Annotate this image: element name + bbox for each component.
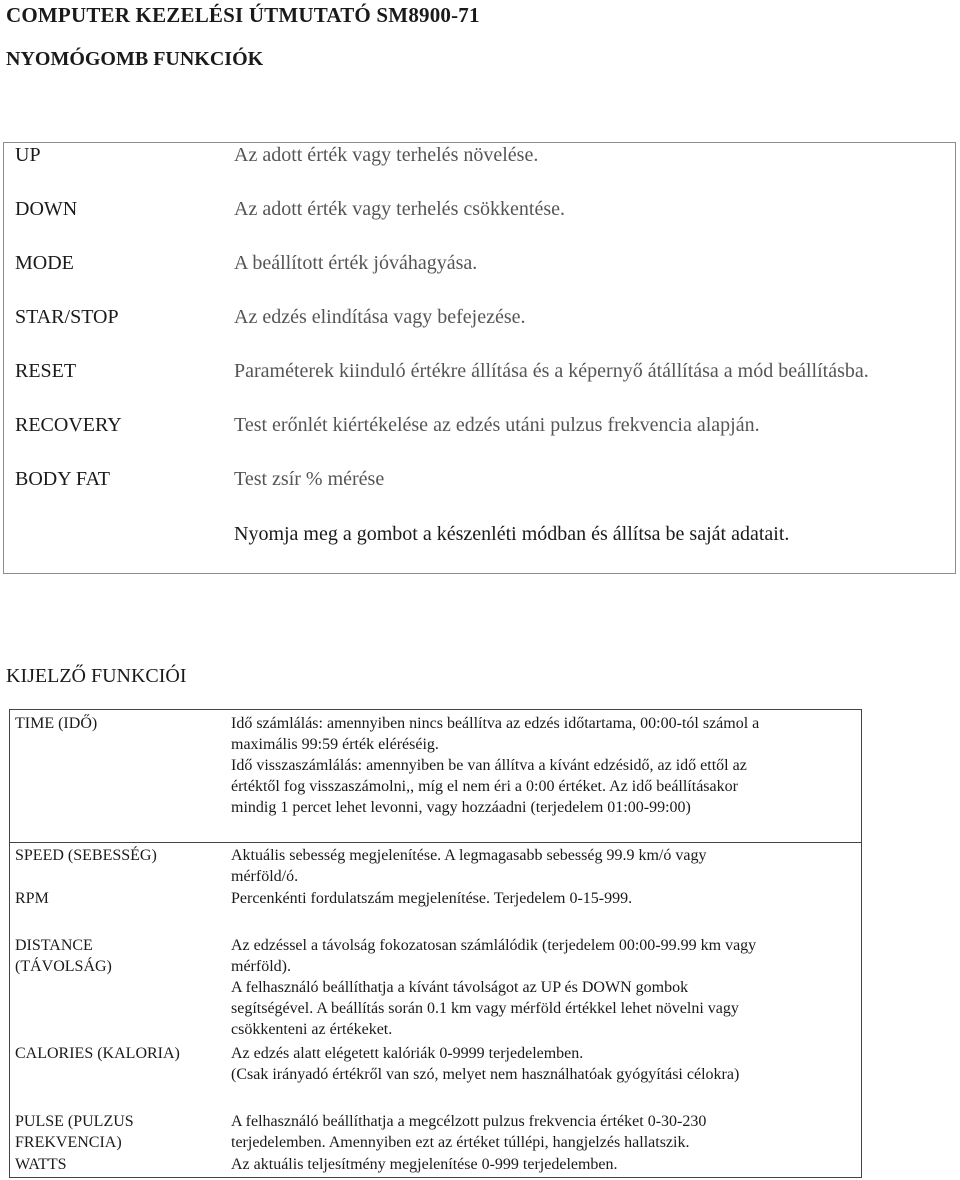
display-desc bbox=[231, 888, 856, 909]
button-key: UP bbox=[15, 144, 41, 166]
button-functions-table bbox=[3, 142, 956, 574]
display-desc-line: (Csak irányadó értékről van szó, melyet nem használhatóak gyógyítási célokra) bbox=[231, 1066, 740, 1083]
display-desc bbox=[231, 845, 856, 887]
display-desc-line: A felhasználó beállíthatja a kívánt távolságot az UP és DOWN gombok bbox=[231, 979, 689, 996]
display-desc bbox=[231, 1043, 856, 1085]
display-key-line: FREKVENCIA) bbox=[15, 1134, 122, 1151]
display-key-line: DISTANCE bbox=[15, 937, 93, 954]
display-desc bbox=[231, 1111, 856, 1153]
button-desc: Paraméterek kiinduló értékre állítása és a képernyő átállítása a mód beállításba. bbox=[234, 360, 869, 382]
button-desc: Az adott érték vagy terhelés növelése. bbox=[234, 144, 539, 166]
button-key: DOWN bbox=[15, 198, 78, 220]
display-key-line: RPM bbox=[15, 890, 49, 907]
display-key bbox=[15, 845, 157, 866]
display-key bbox=[15, 1043, 180, 1064]
display-desc-line: Idő számlálás: amennyiben nincs beállítva az edzés időtartama, 00:00-tól számol a bbox=[231, 715, 760, 732]
display-desc-line: terjedelemben. Amennyiben ezt az értéket túllépi, hangjelzés hallatszik. bbox=[231, 1134, 690, 1151]
display-desc bbox=[231, 935, 856, 1040]
button-key: BODY FAT bbox=[15, 468, 111, 490]
display-desc-line: segítségével. A beállítás során 0.1 km vagy mérföld értékkel lehet növelni vagy bbox=[231, 1000, 739, 1017]
button-desc: Az edzés elindítása vagy befejezése. bbox=[234, 306, 526, 328]
button-key: RECOVERY bbox=[15, 414, 122, 436]
display-desc-line: Idő visszaszámlálás: amennyiben be van állítva a kívánt edzésidő, az idő ettől az bbox=[231, 757, 747, 774]
display-key bbox=[15, 1111, 134, 1153]
display-desc-line: mérföld/ó. bbox=[231, 868, 299, 885]
button-desc: Test erőnlét kiértékelése az edzés utáni pulzus frekvencia alapján. bbox=[234, 414, 760, 436]
display-desc-line: mindig 1 percet lehet levonni, vagy hozzáadni (terjedelem 01:00-99:00) bbox=[231, 799, 691, 816]
display-desc-line: Az edzés alatt elégetett kalóriák 0-9999 terjedelemben. bbox=[231, 1045, 584, 1062]
display-desc-line: A felhasználó beállíthatja a megcélzott pulzus frekvencia értéket 0-30-230 bbox=[231, 1113, 707, 1130]
display-heading: KIJELZŐ FUNKCIÓI bbox=[6, 665, 187, 687]
display-desc-line: maximális 99:59 érték eléréséig. bbox=[231, 736, 439, 753]
display-key-line: PULSE (PULZUS bbox=[15, 1113, 134, 1130]
button-desc: A beállított érték jóváhagyása. bbox=[234, 252, 478, 274]
display-key-line: CALORIES (KALORIA) bbox=[15, 1045, 180, 1062]
button-desc: Az adott érték vagy terhelés csökkentése. bbox=[234, 198, 565, 220]
display-desc-line: Az edzéssel a távolság fokozatosan számlálódik (terjedelem 00:00-99.99 km vagy bbox=[231, 937, 757, 954]
button-key: MODE bbox=[15, 252, 74, 274]
button-desc: Test zsír % mérése bbox=[234, 468, 385, 490]
display-desc-line: Aktuális sebesség megjelenítése. A legmagasabb sebesség 99.9 km/ó vagy bbox=[231, 847, 707, 864]
display-desc bbox=[231, 1154, 856, 1175]
display-key bbox=[15, 888, 49, 909]
display-key-line: WATTS bbox=[15, 1156, 67, 1173]
display-key bbox=[15, 713, 97, 734]
display-desc-line: értéktől fog visszaszámolni,, míg el nem éri a 0:00 értéket. Az idő beállításakor bbox=[231, 778, 738, 795]
buttons-heading: NYOMÓGOMB FUNKCIÓK bbox=[6, 48, 264, 70]
display-desc-line: mérföld). bbox=[231, 958, 291, 975]
button-key: RESET bbox=[15, 360, 77, 382]
display-desc bbox=[231, 713, 856, 818]
display-key-line: TIME (IDŐ) bbox=[15, 715, 98, 732]
display-desc-line: Percenkénti fordulatszám megjelenítése. Terjedelem 0-15-999. bbox=[231, 890, 633, 907]
document-title: COMPUTER KEZELÉSI ÚTMUTATÓ SM8900-71 bbox=[6, 3, 480, 27]
display-desc-line: csökkenteni az értékeket. bbox=[231, 1021, 393, 1038]
button-key: STAR/STOP bbox=[15, 306, 119, 328]
display-key-line: (TÁVOLSÁG) bbox=[15, 958, 112, 975]
button-note: Nyomja meg a gombot a készenléti módban és állítsa be saját adatait. bbox=[234, 523, 790, 545]
display-key-line: SPEED (SEBESSÉG) bbox=[15, 847, 157, 864]
display-key bbox=[15, 935, 112, 977]
display-key bbox=[15, 1154, 67, 1175]
display-desc-line: Az aktuális teljesítmény megjelenítése 0-999 terjedelemben. bbox=[231, 1156, 618, 1173]
